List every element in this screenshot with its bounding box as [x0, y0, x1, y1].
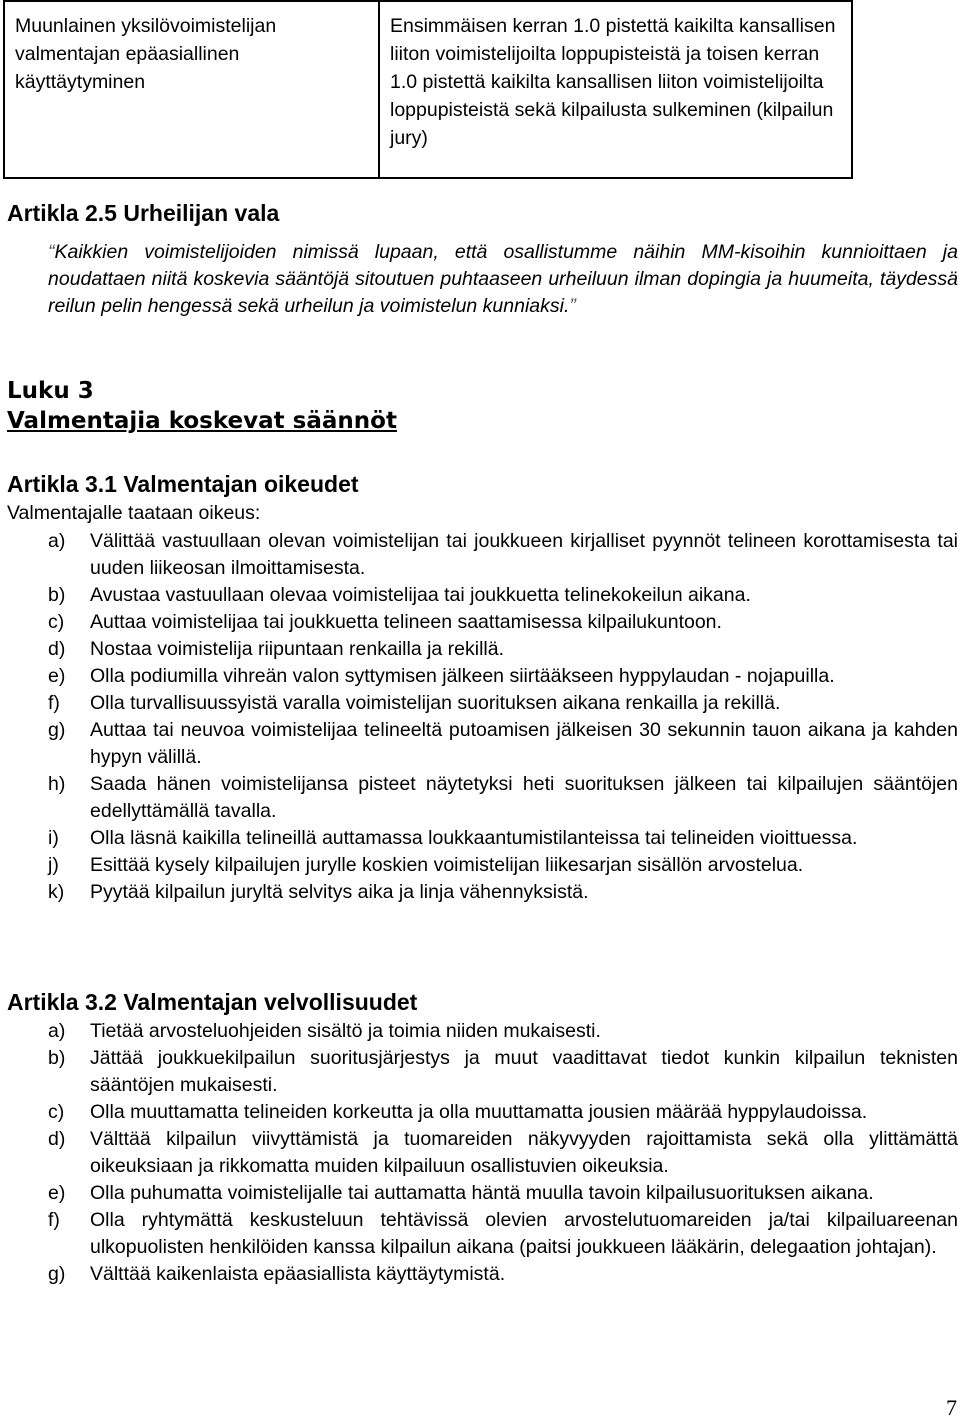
list-item [0, 879, 958, 906]
list-item [0, 1126, 958, 1180]
list-item-label: b) [48, 584, 66, 606]
coach-duties-list [0, 1018, 958, 1288]
list-item-text: Avustaa vastuullaan olevaa voimistelijaa tai joukkuetta telinekokeilun aikana. [90, 584, 751, 606]
chapter-number: Luku 3 [7, 378, 94, 404]
list-item-text: Olla podiumilla vihreän valon syttymisen jälkeen siirtääkseen hyppylaudan - nojapuilla. [90, 665, 835, 687]
list-item-text: Välttää kaikenlaista epäasiallista käyttäytymistä. [90, 1263, 506, 1285]
list-item-text: Auttaa voimistelijaa tai joukkuetta telineen saattamisessa kilpailukuntoon. [90, 611, 722, 633]
list-item-label: k) [48, 881, 65, 903]
list-item [0, 1207, 958, 1261]
list-item [0, 528, 958, 582]
article-3-1-intro: Valmentajalle taataan oikeus: [7, 502, 261, 524]
list-item-label: c) [48, 611, 65, 633]
list-item-text: Välttää kilpailun viivyttämistä ja tuomareiden näkyvyyden rajoittamista sekä olla ylittämättä oikeuksiaan ja rikkomatta muiden kilpailuun osallistuvien oikeuksia. [90, 1128, 958, 1177]
article-2-5-heading: Artikla 2.5 Urheilijan vala [7, 200, 280, 226]
list-item [0, 1261, 958, 1288]
list-item [0, 1018, 958, 1045]
list-item-label: g) [48, 719, 66, 741]
list-item-label: j) [48, 854, 59, 876]
oath-text: Kaikkien voimistelijoiden nimissä lupaan, että osallistumme näihin MM-kisoihin kunnioittaen ja noudattaen niitä koskevia sääntöjä sitoutuen puhtaaseen urheiluun ilman dopingia ja huumeita, täydessä reilun pelin hengessä sekä urheilun ja voimistelun kunniaksi. [48, 241, 958, 317]
list-item-label: g) [48, 1263, 66, 1285]
list-item [0, 663, 958, 690]
list-item-label: f) [48, 692, 60, 714]
list-item-label: c) [48, 1101, 65, 1123]
list-item-label: f) [48, 1209, 60, 1231]
list-item [0, 771, 958, 825]
list-item-label: d) [48, 638, 66, 660]
list-item-label: e) [48, 665, 66, 687]
list-item [0, 1180, 958, 1207]
article-3-2-heading: Artikla 3.2 Valmentajan velvollisuudet [7, 989, 418, 1015]
list-item [0, 636, 958, 663]
chapter-heading [7, 376, 397, 436]
list-item-text: Nostaa voimistelija riipuntaan renkailla ja rekillä. [90, 638, 505, 660]
list-item [0, 582, 958, 609]
list-item-text: Olla muuttamatta telineiden korkeutta ja olla muuttamatta jousien määrää hyppylaudoissa. [90, 1101, 868, 1123]
list-item-text: Auttaa tai neuvoa voimistelijaa telineeltä putoamisen jälkeisen 30 sekunnin tauon aikana ja kahden hypyn välillä. [90, 719, 958, 768]
list-item [0, 609, 958, 636]
list-item-text: Tietää arvosteluohjeiden sisältö ja toimia niiden mukaisesti. [90, 1020, 601, 1042]
table-cell-offense: Muunlainen yksilövoimistelijan valmentajan epäasiallinen käyttäytyminen [5, 2, 380, 177]
list-item [0, 717, 958, 771]
list-item-text: Esittää kysely kilpailujen jurylle koskien voimistelijan liikesarjan sisällön arvostelua. [90, 854, 804, 876]
athlete-oath [48, 239, 958, 320]
list-item [0, 1099, 958, 1126]
list-item-text: Pyytää kilpailun juryltä selvitys aika ja linja vähennyksistä. [90, 881, 589, 903]
list-item-text: Olla puhumatta voimistelijalle tai auttamatta häntä muulla tavoin kilpailusuorituksen aikana. [90, 1182, 874, 1204]
list-item [0, 825, 958, 852]
page-number: 7 [946, 1395, 957, 1420]
list-item-label: a) [48, 1020, 66, 1042]
list-item-label: e) [48, 1182, 66, 1204]
list-item-text: Olla läsnä kaikilla telineillä auttamassa loukkaantumistilanteissa tai telineiden vioittuessa. [90, 827, 858, 849]
list-item-label: d) [48, 1128, 66, 1150]
close-quote: ” [569, 295, 576, 317]
list-item-text: Välittää vastuullaan olevan voimistelijan tai joukkueen kirjalliset pyynnöt telineen korottamisesta tai uuden liikeosan ilmoittamisesta. [90, 530, 958, 579]
list-item-label: b) [48, 1047, 66, 1069]
open-quote: “ [48, 241, 55, 263]
table-cell-penalty: Ensimmäisen kerran 1.0 pistettä kaikilta kansallisen liiton voimistelijoilta loppupisteistä ja toisen kerran 1.0 pistettä kaikilta kansallisen liiton voimistelijoilta loppupisteistä sekä kilpailusta sulkeminen (kilpailun jury) [390, 15, 836, 149]
list-item [0, 852, 958, 879]
list-item-label: a) [48, 530, 66, 552]
list-item-text: Jättää joukkuekilpailun suoritusjärjestys ja muut vaadittavat tiedot kunkin kilpailun teknisten sääntöjen mukaisesti. [90, 1047, 958, 1096]
list-item [0, 1045, 958, 1099]
chapter-title: Valmentajia koskevat säännöt [7, 408, 397, 434]
list-item [0, 690, 958, 717]
article-3-1-heading: Artikla 3.1 Valmentajan oikeudet [7, 471, 359, 497]
list-item-text: Saada hänen voimistelijansa pisteet näytetyksi heti suorituksen jälkeen tai kilpailujen sääntöjen edellyttämällä tavalla. [90, 773, 958, 822]
list-item-text: Olla turvallisuussyistä varalla voimistelijan suorituksen aikana renkailla ja rekillä. [90, 692, 781, 714]
list-item-text: Olla ryhtymättä keskusteluun tehtävissä olevien arvostelutuomareiden ja/tai kilpailuareenan ulkopuolisten henkilöiden kanssa kilpailun aikana (paitsi joukkueen lääkärin, delegaation johtajan). [90, 1209, 958, 1258]
list-item-label: i) [48, 827, 59, 849]
coach-rights-list [0, 528, 958, 906]
penalty-table [3, 0, 853, 179]
list-item-label: h) [48, 773, 66, 795]
